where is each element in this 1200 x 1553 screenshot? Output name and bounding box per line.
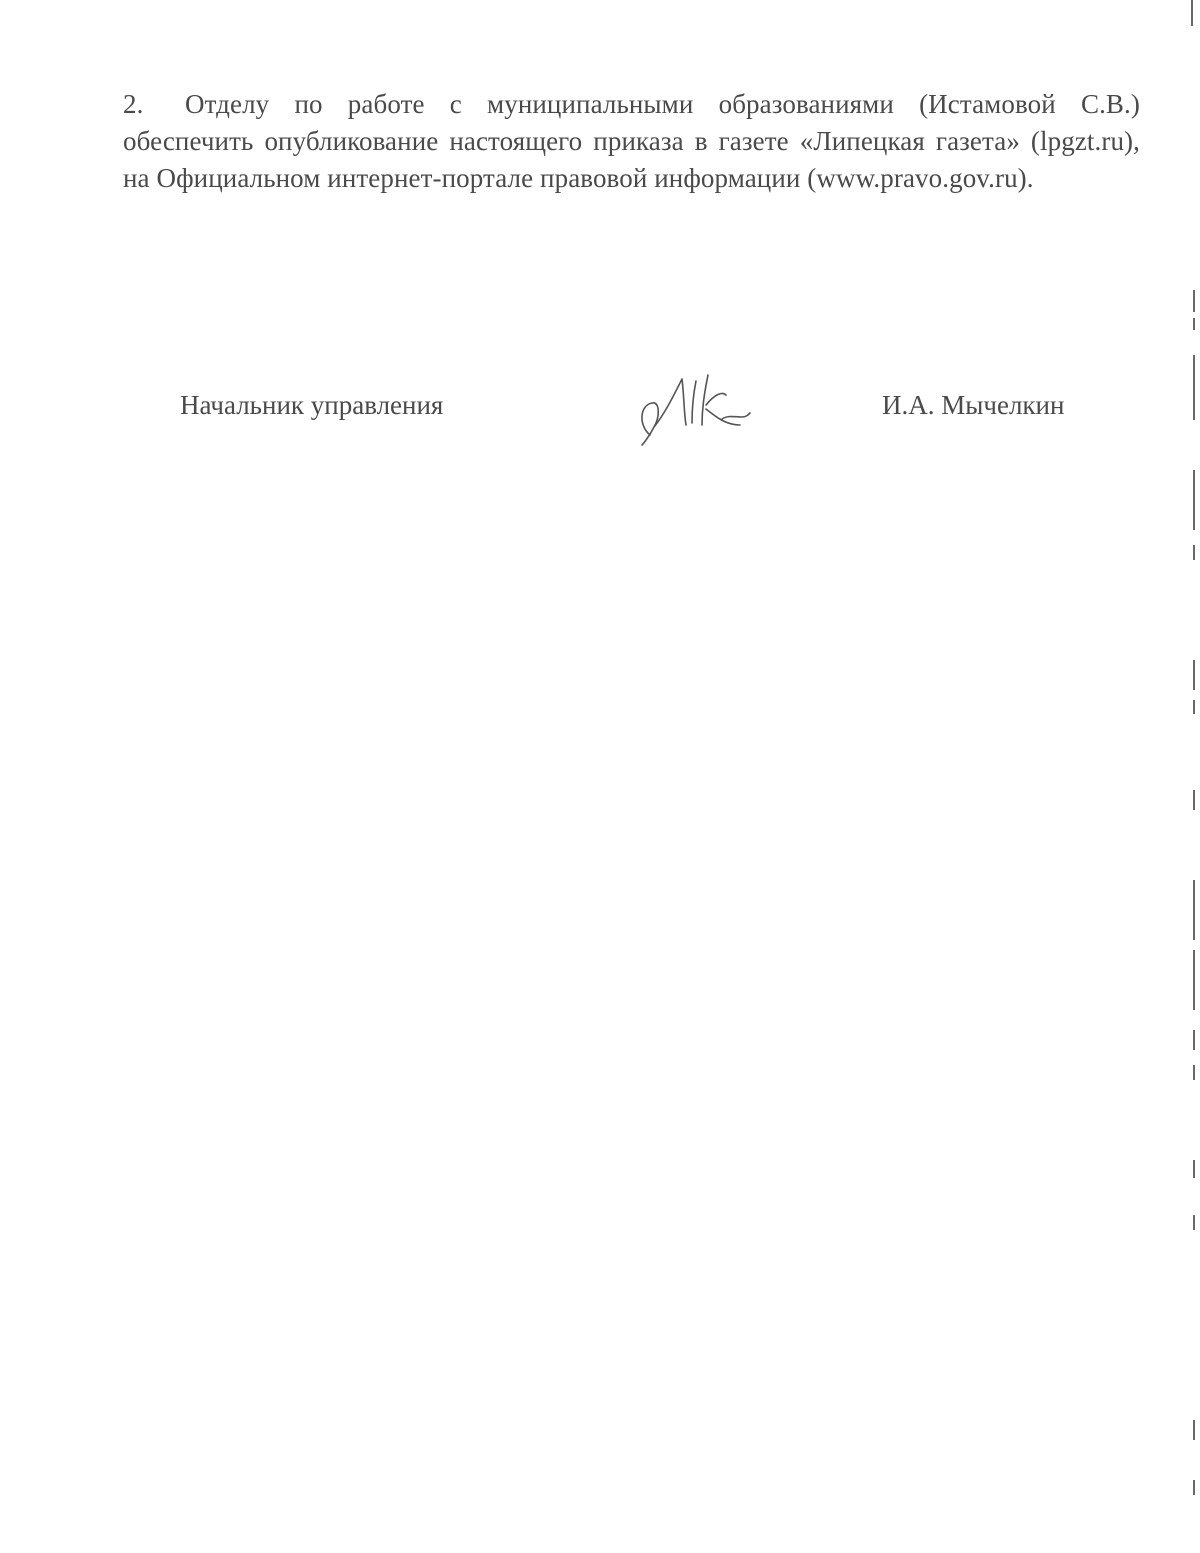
clause-number: 2. [123, 89, 144, 119]
signatory-name: И.А. Мычелкин [882, 390, 1065, 420]
clause-line-1 [123, 86, 1140, 123]
clause-line-1-text: Отделу по работе с муниципальными образованиями (Истамовой С.В.) [185, 89, 1140, 119]
clause-2 [123, 86, 1140, 197]
scan-edge-marks [1180, 0, 1200, 1553]
handwritten-signature [630, 365, 760, 455]
signatory-position: Начальник управления [180, 390, 444, 420]
clause-line-2: обеспечить опубликование настоящего приказа в газете «Липецкая газета» (lpgzt.ru), [123, 126, 1140, 156]
clause-line-3: на Официальном интернет-портале правовой информации (www.pravo.gov.ru). [123, 163, 1034, 193]
